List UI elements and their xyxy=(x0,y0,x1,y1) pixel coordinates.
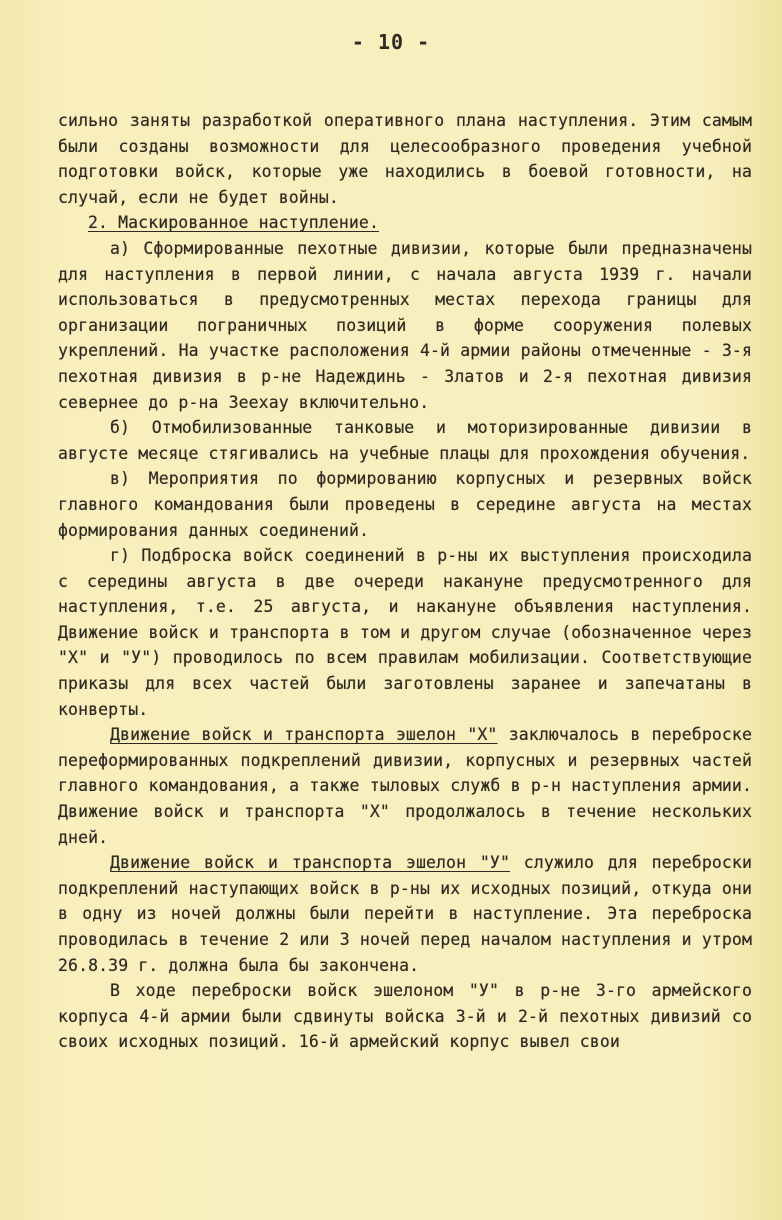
section-heading-text: 2. Маскированное наступление. xyxy=(88,213,379,233)
paragraph-g: г) Подброска войск соединений в р-ны их выступления происходила с середины августа в две очереди накануне предусмотренного для наступления, т.е. 25 августа, и накануне объявления наступления. Движение войск и транспорта в том и другом случае (обозначенное через "Х" и "У") проводилось по всем правилам мобилизации. Соответствующие приказы для всех частей были заготовлены заранее и запечатаны в конверты. xyxy=(58,546,752,719)
x-echelon-lead: Движение войск и транспорта эшелон "Х" xyxy=(110,725,498,745)
paragraph-v: в) Мероприятия по формированию корпусных и резервных войск главного командования были проведены в середине августа на местах формирования данных соединений. xyxy=(58,469,752,540)
y-echelon-text: служило для переброски подкреплений наступающих войск в р-ны их исходных позиций, откуда они в одну из ночей должны были перейти в наступление. Эта переброска проводилась в течение 2 или 3 ночей перед началом наступления и утром 26.8.39 г. должна была бы закончена. xyxy=(58,853,752,975)
paragraph-x-echelon xyxy=(58,722,752,850)
x-echelon-text: заключалось в переброске переформированных подкреплений дивизии, корпусных и резервных частей главного командования, а также тыловых служб в р-н наступления армии. Движение войск и транспорта "Х" продолжалось в течение нескольких дней. xyxy=(58,725,752,847)
body-text xyxy=(58,108,752,1055)
paragraph-y-echelon xyxy=(58,850,752,978)
paragraph-b: б) Отмобилизованные танковые и моторизированные дивизии в августе месяце стягивались на учебные плацы для прохождения обучения. xyxy=(58,418,752,463)
page-number: - 10 - xyxy=(351,30,431,54)
y-echelon-lead: Движение войск и транспорта эшелон "У" xyxy=(110,853,510,873)
paragraph-intro: сильно заняты разработкой оперативного плана наступления. Этим самым были созданы возможности для целесообразного проведения учебной подготовки войск, которые уже находились в боевой готовности, на случай, если не будет войны. xyxy=(58,111,752,207)
paragraph-a: а) Сформированные пехотные дивизии, которые были предназначены для наступления в первой линии, с начала августа 1939 г. начали использоваться в предусмотренных местах перехода границы для организации пограничных позиций в форме сооружения полевых укреплений. На участке расположения 4-й армии районы отмеченные - 3-я пехотная дивизия в р-не Надеждинь - Златов и 2-я пехотная дивизия севернее до р-на Зеехау включительно. xyxy=(58,238,752,412)
section-heading xyxy=(58,210,752,236)
paragraph-last: В ходе переброски войск эшелоном "У" в р-не 3-го армейского корпуса 4-й армии были сдвинуты войска 3-й и 2-й пехотных дивизий со своих исходных позиций. 16-й армейский корпус вывел свои xyxy=(58,981,752,1052)
